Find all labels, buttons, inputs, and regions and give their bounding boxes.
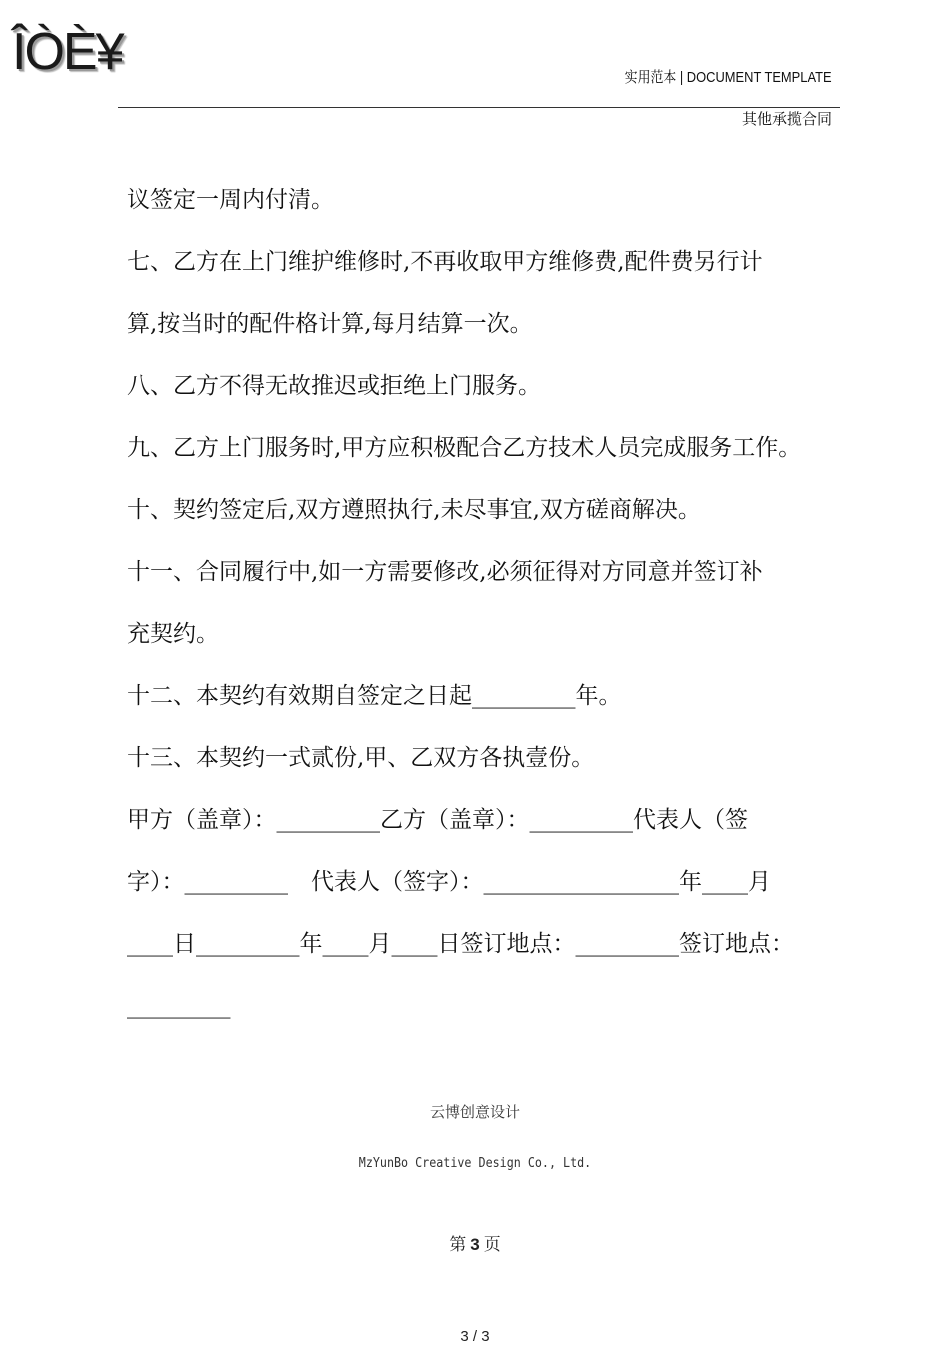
contract-body bbox=[127, 169, 839, 1037]
paragraph-clause-11-continued: 充契约。 bbox=[127, 621, 219, 647]
page-prefix: 第 bbox=[449, 1235, 467, 1255]
paragraph-clause-8: 八、乙方不得无故推迟或拒绝上门服务。 bbox=[127, 373, 541, 399]
paragraph-clause-11: 十一、合同履行中,如一方需要修改,必须征得对方同意并签订补 bbox=[127, 559, 763, 585]
paragraph-clause-12: 十二、本契约有效期自签定之日起_________年。 bbox=[127, 683, 622, 709]
paragraph-clause-13: 十三、本契约一式贰份,甲、乙双方各执壹份。 bbox=[127, 745, 595, 771]
footer-company-name-english: MzYunBo Creative Design Co., Ltd. bbox=[358, 1156, 592, 1171]
document-header-title: 实用范本 | DOCUMENT TEMPLATE bbox=[625, 69, 832, 86]
signature-line-2: 字）：_________ 代表人（签字）：_________________年____月 bbox=[127, 869, 771, 895]
signature-line-3: ____日_________年____月____日签订地点：_________签订地点： bbox=[127, 931, 794, 957]
page-number-label bbox=[0, 1233, 950, 1257]
page-counter: 3 / 3 bbox=[460, 1328, 490, 1345]
paragraph-clause-7-continued: 算,按当时的配件格计算,每月结算一次。 bbox=[127, 311, 533, 337]
page-number: 3 bbox=[470, 1235, 480, 1254]
paragraph-payment-continuation: 议签定一周内付清。 bbox=[127, 187, 334, 213]
document-category: 其他承揽合同 bbox=[741, 111, 832, 128]
signature-line-1: 甲方（盖章）：_________乙方（盖章）：_________代表人（签 bbox=[127, 807, 748, 833]
page-suffix: 页 bbox=[483, 1235, 501, 1255]
paragraph-clause-7: 七、乙方在上门维护维修时,不再收取甲方维修费,配件费另行计 bbox=[127, 249, 763, 275]
paragraph-clause-10: 十、契约签定后,双方遵照执行,未尽事宜,双方磋商解决。 bbox=[127, 497, 701, 523]
company-logo: ÎÒÈ¥ bbox=[12, 23, 123, 81]
footer-company-name: 云博创意设计 bbox=[429, 1103, 520, 1121]
signature-line-4: _________ bbox=[127, 993, 231, 1019]
header-divider bbox=[118, 107, 840, 108]
paragraph-clause-9: 九、乙方上门服务时,甲方应积极配合乙方技术人员完成服务工作。 bbox=[127, 435, 802, 461]
